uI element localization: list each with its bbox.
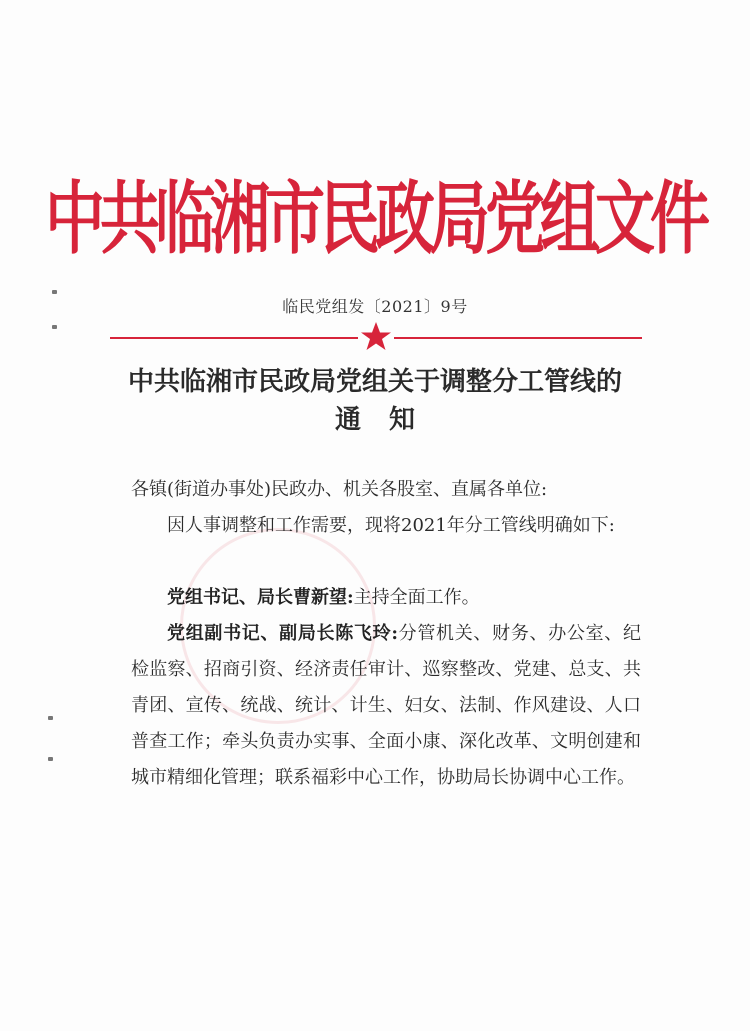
assignment-lead: 党组副书记、副局长陈飞玲: xyxy=(167,623,398,644)
binding-hole-mark xyxy=(52,325,57,329)
red-divider-left xyxy=(110,337,358,339)
binding-hole-mark xyxy=(52,290,57,294)
assignment-paragraph xyxy=(131,580,641,616)
intro-paragraph: 因人事调整和工作需要，现将2021年分工管线明确如下: xyxy=(167,515,615,536)
red-header-title: 中共临湘市民政局党组文件 xyxy=(45,173,705,266)
notice-title-line-1: 中共临湘市民政局党组关于调整分工管线的 xyxy=(127,367,622,397)
binding-hole-mark xyxy=(48,757,53,761)
binding-hole-mark xyxy=(48,716,53,720)
salutation: 各镇(街道办事处)民政办、机关各股室、直属各单位: xyxy=(131,479,548,500)
assignment-paragraph xyxy=(131,616,641,796)
assignment-text: 主持全面工作。 xyxy=(353,587,480,608)
assignment-lead: 党组书记、局长曹新望: xyxy=(167,587,354,608)
notice-title-line-2: 通知 xyxy=(334,405,443,435)
assignment-text: 分管机关、财务、办公室、纪检监察、招商引资、经济责任审计、巡察整改、党建、总支、共青团、宣传、统战、统计、计生、妇女、法制、作风建设、人口普查工作；牵头负责办实事、全面小康、深化改革、文明创建和城市精细化管理；联系福彩中心工作，协助局长协调中心工作。 xyxy=(131,623,641,788)
document-number: 临民党组发〔2021〕9号 xyxy=(282,297,468,316)
red-divider-right xyxy=(394,337,642,339)
